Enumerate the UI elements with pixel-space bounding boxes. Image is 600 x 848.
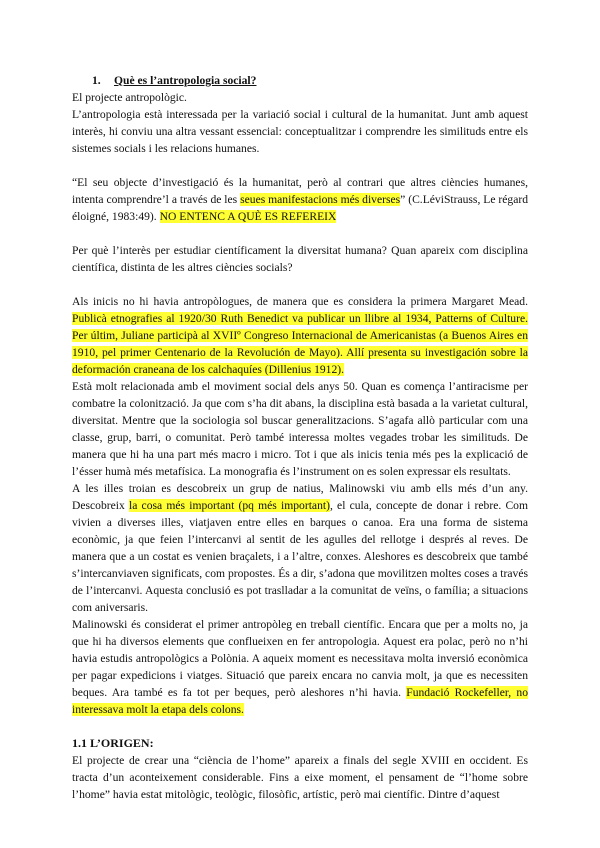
paragraph-quote: “El seu objecte d’investigació és la humanitat, però al contrari que altres ciències humanes, intenta comprendre’l a través de les seues manifestacions més diverses” (C.LéviStrauss, Le régard éloigné, 1983:49). NO ENTENC A QUÈ ES REFEREIX: [72, 176, 528, 223]
paragraph-origin: El projecte de crear una “ciència de l’home” apareix a finals del segle XVIII en occident. Es tracta d’un aconteixement considerable. Fins a eixe moment, el pensament de “l’home sobre l’home” havia estat mitològic, teològic, filosòfic, artístic, però mai científic. Dintre d’aquest: [72, 754, 528, 801]
highlight: la cosa més important (pq més important): [129, 499, 330, 512]
highlight: seues manifestacions més diverses: [240, 193, 401, 206]
section-number: 1.: [92, 74, 101, 87]
paragraph-origins: Als inicis no hi havia antropòlogues, de manera que es considera la primera Margaret Mead. Publicà etnografies al 1920/30 Ruth Benedict va publicar un llibre al 1934, Patterns of Culture. Per últim, Juliane participà al XVIIº Congreso Internacional de Americanistas (a Buenos Aires en 1910, pel primer Centenario de la Revolución de Mayo). Allí presenta su investigación sobre la deformación craneana de los calchaquíes (Dillenius 1912).: [72, 295, 528, 376]
paragraph-malinowski-scientist: Malinowski és considerat el primer antropòleg en treball científic. Encara que per a molts no, ja que hi ha diversos elements que conflueixen en fer antropologia. Aquest era polac, però no n’hi havia estudis antropològics a Polònia. A aqueix moment es necessitava molta inversió econòmica per pagar expedicions i viatges. Situació que pareix encara no canvia molt, ja que es necessiten beques. Ara també es fa tot per beques, però aleshores n’hi havia. Fundació Rockefeller, no interessava molt la etapa dels colons.: [72, 618, 528, 716]
section-title: Què es l’antropologia social?: [114, 74, 257, 87]
paragraph-malinowski-kula: A les illes troian es descobreix un grup de natius, Malinowski viu amb ells més d’un any. Descobreix la cosa més important (pq més important), el cula, concepte de donar i rebre. Com vivien a diverses illes, viatjaven entre elles en barques o canoa. Era una forma de sistema econòmic, ja que feien l’intercanvi al sentit de les agulles del rellotge i després al reves. De manera que a un costat es venien braçalets, i a l’altre, conxes. Aleshores es descobreix que també s’intercanviaven significats, com propostes. És a dir, s’adona que movilitzen moltes coses a través de l’intercanvi. Aquesta conclusió es pot traslladar a la comunitat de veïns, o família; a situacions com aniversaris.: [72, 482, 528, 614]
paragraph-question: Per què l’interès per estudiar científicament la diversitat humana? Quan apareix com disciplina científica, distinta de les altres ciències socials?: [72, 244, 528, 274]
section-heading: [92, 72, 528, 89]
subheading: El projecte antropològic.: [72, 91, 187, 104]
subsection-heading: 1.1 L’ORIGEN:: [72, 736, 154, 750]
highlight: Fundació Rockefeller, no interessava molt la etapa dels colons.: [72, 686, 528, 716]
highlight: Publicà etnografies al 1920/30 Ruth Benedict va publicar un llibre al 1934, Patterns of Culture. Per últim, Juliane participà al XVIIº Congreso Internacional de Americanistas (a Buenos Aires en 1910, pel primer Centenario de la Revolución de Mayo). Allí presenta su investigación sobre la deformación craneana de los calchaquíes (Dillenius 1912).: [72, 312, 528, 376]
paragraph-intro: L’antropologia està interessada per la variació social i cultural de la humanitat. Junt amb aquest interès, hi conviu una altra vessant essencial: conceptualitzar i comprendre les similituds entre els sistemes socials i les relacions humanes.: [72, 108, 528, 155]
highlight-note: NO ENTENC A QUÈ ES REFEREIX: [159, 210, 337, 223]
paragraph-social-movement: Està molt relacionada amb el moviment social dels anys 50. Quan es comença l’antiracisme per combatre la colonització. Ja que com s’ha dit abans, la disciplina està basada a la varietat cultural, diversitat. Mentre que la sociologia sol buscar generalitzacions. S’agafa allò particular com una classe, grup, barri, o comunitat. Però també interessa moltes vegades trobar les similituds. De manera que hi ha una part més macro i micro. Tot i que als inicis tenia més pes la explicació de l’ésser humà més metafísica. La monografia és l’instrument on es solen expressar els resultats.: [72, 380, 528, 478]
